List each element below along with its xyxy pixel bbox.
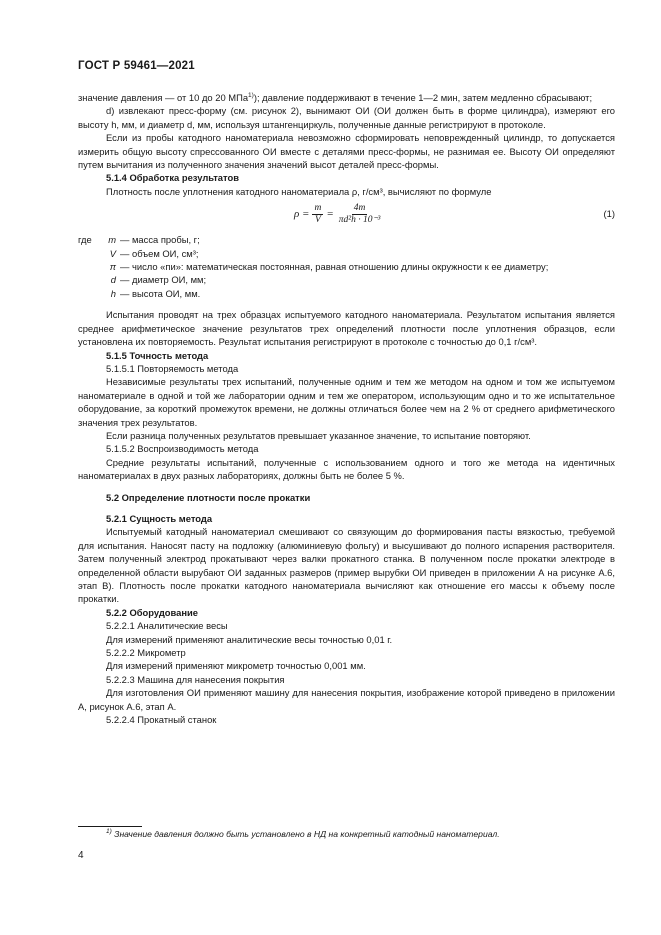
paragraph-micrometer: Для измерений применяют микрометр точностью 0,001 мм. <box>106 660 366 672</box>
legend-row <box>78 287 615 300</box>
formula-1 <box>78 199 615 233</box>
paragraph-reproducibility: Средние результаты испытаний, полученные с использованием одного и того же метода на идентичных наноматериалах в двух разных лабораториях, должны быть не более 5 %. <box>78 456 615 482</box>
legend-row <box>78 233 615 246</box>
paragraph-test-procedure: Испытания проводят на трех образцах испытуемого катодного наноматериала. Результатом испытания является среднее арифметическое значение результатов трех определений плотности после уплотнения образцов, если установлена их повторяемость. Результат испытания регистрируют в протоколе с точностью до 0,1 г/см³. <box>78 309 615 348</box>
equation-number: (1) <box>603 208 615 220</box>
heading-5-2: 5.2 Определение плотности после прокатки <box>106 491 311 503</box>
heading-5-2-1: 5.2.1 Сущность метода <box>106 512 213 524</box>
legend-description: — высота ОИ, мм. <box>120 287 201 299</box>
heading-5-2-2-1: 5.2.2.1 Аналитические весы <box>106 620 228 632</box>
paragraph-method-essence: Испытуемый катодный наноматериал смешивают со связующим до формирования пасты вязкостью, требуемой для испытания. Наносят пасту на подложку (алюминиевую фольгу) и высушивают до полного испарения растворителя. Затем полученный электрод прокатывают через валки прокатного станка. В полученном после прокатки электроде в определенной области вырубают ОИ заданных размеров (пример вырубки ОИ приведен в приложении А на рисунке А.6, этап В). Плотность после прокатки катодного наноматериала вычисляют как отношение его массы к объему после прокатки. <box>78 526 615 605</box>
heading-5-2-2: 5.2.2 Оборудование <box>106 606 199 618</box>
legend-symbol: d <box>110 274 116 286</box>
paragraph-density-formula-intro: Плотность после уплотнения катодного наноматериала ρ, г/см³, вычисляют по формуле <box>106 185 492 197</box>
heading-5-2-2-2: 5.2.2.2 Микрометр <box>106 647 186 659</box>
legend-where-word: где <box>78 234 92 246</box>
spacer <box>78 504 615 512</box>
fraction-denominator: V <box>314 215 321 226</box>
document-header: ГОСТ Р 59461—2021 <box>78 60 195 72</box>
heading-5-1-4: 5.1.4 Обработка результатов <box>106 172 239 184</box>
variable-legend <box>78 233 615 300</box>
fraction-denominator: πd²h · 10⁻³ <box>338 215 381 226</box>
legend-symbol: π <box>109 261 116 273</box>
footnote-mark: 1) <box>106 828 112 836</box>
legend-row <box>78 273 615 286</box>
legend-description: — масса пробы, г; <box>120 234 200 246</box>
paragraph-scales: Для измерений применяют аналитические весы точностью 0,01 г. <box>106 633 393 645</box>
legend-symbol: m <box>108 234 116 246</box>
heading-5-1-5: 5.1.5 Точность метода <box>106 349 209 361</box>
fraction-numerator: 4m <box>353 203 366 214</box>
legend-row <box>78 247 615 260</box>
heading-5-2-2-3: 5.2.2.3 Машина для нанесения покрытия <box>106 673 285 685</box>
pressure-text: значение давления — от 10 до 20 МПа <box>78 92 249 103</box>
paragraph-repeat-test: Если разница полученных результатов превышает указанное значение, то испытание повторяют. <box>106 429 531 441</box>
page-number: 4 <box>78 850 84 861</box>
footnote <box>106 829 626 839</box>
legend-description: — объем ОИ, см³; <box>120 247 199 259</box>
pressure-text-tail: ); давление поддерживают в течение 1—2 мин, затем медленно сбрасывают; <box>253 92 593 103</box>
fraction-expanded <box>337 203 383 226</box>
document-body <box>78 91 615 726</box>
density-formula <box>294 203 382 226</box>
paragraph-height-note: Если из пробы катодного наноматериала невозможно сформировать неповрежденный цилиндр, то допускается измерить общую высоту спрессованного ОИ вместе с деталями пресс-формы, не разнимая ее. Высоту ОИ определяют путем вычитания из полученного значения значений высот деталей пресс-формы. <box>78 132 615 171</box>
fraction-numerator: m <box>314 203 322 214</box>
paragraph-coating-machine: Для изготовления ОИ применяют машину для нанесения покрытия, изображение которой приведено в приложении А, рисунок А.6, этап А. <box>78 687 615 712</box>
legend-symbol: h <box>110 287 116 299</box>
footnote-text: Значение давления должно быть установлено в НД на конкретный катодный наноматериал. <box>114 829 500 839</box>
heading-5-1-5-1: 5.1.5.1 Повторяемость метода <box>106 362 239 374</box>
spacer <box>78 483 615 491</box>
paragraph-pressure <box>78 91 615 104</box>
formula-lhs: ρ = <box>294 208 310 221</box>
footnote-ref: 1) <box>248 91 254 99</box>
heading-5-1-5-2: 5.1.5.2 Воспроизводимость метода <box>106 443 259 455</box>
formula-equals: = <box>326 208 334 221</box>
fraction-m-over-v <box>312 203 323 226</box>
paragraph-repeatability: Независимые результаты трех испытаний, полученные одним и тем же методом на одном и том же испытуемом наноматериале в одной и той же лаборатории одним и тем же оператором, использующим одно и то же испытательное оборудование, за короткий промежуток времени, не должны отличаться более чем на 2 % от среднего арифметического значения трех результатов. <box>78 376 615 428</box>
legend-description: — диаметр ОИ, мм; <box>120 274 207 286</box>
legend-row <box>78 260 615 273</box>
heading-5-2-2-4: 5.2.2.4 Прокатный станок <box>106 714 217 726</box>
paragraph-step-d: d) извлекают пресс-форму (см. рисунок 2), вынимают ОИ (ОИ должен быть в форме цилиндра), измеряют его высоту h, мм, и диаметр d, мм, используя штангенциркуль, полученные данные регистрируют в протоколе. <box>78 105 615 130</box>
footnote-divider <box>78 826 142 827</box>
legend-symbol: V <box>109 247 116 259</box>
legend-description: — число «пи»: математическая постоянная, равная отношению длины окружности к ее диаметру; <box>120 261 549 273</box>
spacer <box>78 300 615 308</box>
